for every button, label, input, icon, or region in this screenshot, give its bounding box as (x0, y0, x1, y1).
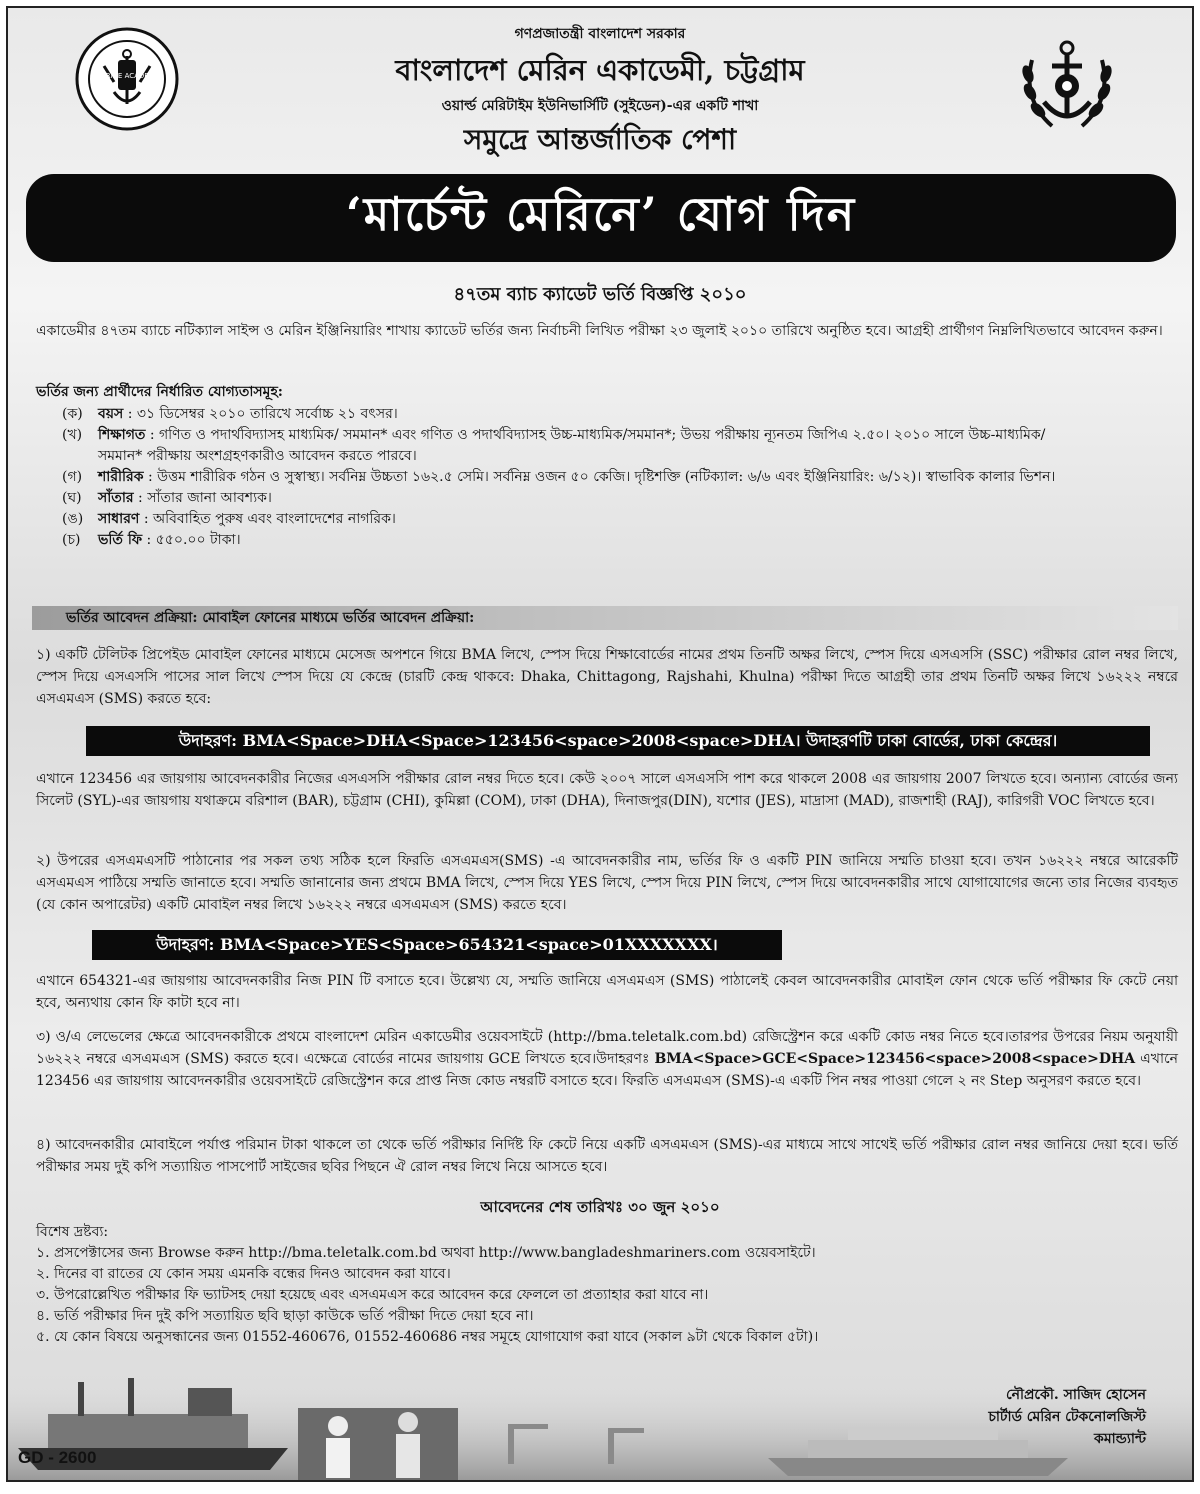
qualification-item-swimming: (ঘ) সাঁতার : সাঁতার জানা আবশ্যক। (62, 490, 272, 506)
procedure-step-1: ১) একটি টেলিটক প্রিপেইড মোবাইল ফোনের মাধ্যমে মেসেজ অপশনে গিয়ে BMA লিখে, স্পেস দিয়ে শিক্ষাবোর্ডের নামের প্রথম তিনটি অক্ষর লিখে, স্পেস দিয়ে এসএসসি (SSC) পরীক্ষার রোল নম্বর লিখে, স্পেস দিয়ে এসএসসি পাসের সাল লিখে স্পেস দিয়ে যে কেন্দ্রে (চারটি কেন্দ্র থাকবে: Dhaka, Chittagong, Rajshahi, Khulna) পরীক্ষা দিতে আগ্রহী তার প্রথম তিনটি অক্ষর লিখে ১৬২২২ নম্বরে এসএমএস (SMS) করতে হবে: (36, 647, 1178, 707)
note-item: ২. দিনের বা রাতের যে কোন সময় এমনকি বন্ধের দিনও আবেদন করা যাবে। (36, 1266, 451, 1282)
government-title: গণপ্রজাতন্ত্রী বাংলাদেশ সরকার (514, 26, 686, 42)
signature-block (988, 1384, 1146, 1450)
note-item: ৪. ভর্তি পরীক্ষার দিন দুই কপি সত্যায়িত ছবি ছাড়া কাউকে ভর্তি পরীক্ষা দিতে দেয়া হবে না। (36, 1308, 534, 1324)
procedure-note-2: এখানে 654321-এর জায়গায় আবেদনকারীর নিজ PIN টি বসাতে হবে। উল্লেখ্য যে, সম্মতি জানিয়ে এসএমএস (SMS) পাঠালেই কেবল আবেদনকারীর মোবাইল ফোন থেকে ভর্তি পরীক্ষার ফি কেটে নেয়া হবে, অন্যথায় কোন ফি কাটা হবে না। (36, 973, 1178, 1011)
note-item: ১. প্রসপেক্টাসের জন্য Browse করুন http://bma.teletalk.com.bd অথবা http://www.bangladeshmariners.com ওয়েবসাইটে। (36, 1245, 816, 1261)
qualifications-heading: ভর্তির জন্য প্রার্থীদের নির্ধারিত যোগ্যতাসমূহ: (36, 384, 283, 400)
qualifications-list (62, 404, 1062, 551)
qualification-item-education: (খ) শিক্ষাগত : গণিত ও পদার্থবিদ্যাসহ মাধ্যমিক/ সমমান* এবং গণিত ও পদার্থবিদ্যাসহ উচ্চ-মাধ্যমিক/সমমান*; উভয় পরীক্ষায় ন্যূনতম জিপিএ ২.৫০। ২০১০ সালে উচ্চ-মাধ্যমিক/সমমান* পরীক্ষায় অংশগ্রহণকারীও আবেদন করতে পারবে। (62, 427, 1046, 464)
gd-number: GD - 2600 (18, 1448, 97, 1467)
advertisement-page (6, 6, 1194, 1482)
note-item: ৩. উপরোল্লেখিত পরীক্ষার ফি ভ্যাটসহ দেয়া হয়েছে এবং এসএমএস করে আবেদন করে ফেললে তা প্রত্যাহার করা যাবে না। (36, 1287, 709, 1303)
special-notes-heading: বিশেষ দ্রষ্টব্য: (36, 1224, 109, 1240)
header (8, 8, 1192, 168)
join-merchant-marine-banner: ‘মার্চেন্ট মেরিনে’ যোগ দিন (26, 174, 1176, 262)
example-box-2: উদাহরণ: BMA<Space>YES<Space>654321<space>01XXXXXXX। (92, 930, 782, 960)
wmu-branch-line: ওয়ার্ল্ড মেরিটাইম ইউনিভার্সিটি (সুইডেন)-এর একটি শাখা (441, 98, 759, 114)
special-notes (36, 1222, 1156, 1348)
signatory-role: কমান্ড্যান্ট (1094, 1431, 1146, 1447)
batch-admission-subtitle: ৪৭তম ব্যাচ ক্যাডেট ভর্তি বিজ্ঞপ্তি ২০১০ (453, 284, 747, 305)
qualification-item-fee: (চ) ভর্তি ফি : ৫৫০.০০ টাকা। (62, 532, 241, 548)
cadets-on-bridge-icon (298, 1408, 458, 1480)
intro-paragraph: একাডেমীর ৪৭তম ব্যাচে নটিক্যাল সাইন্স ও মেরিন ইঞ্জিনিয়ারিং শাখায় ক্যাডেট ভর্তির জন্য নির্বাচনী লিখিত পরীক্ষা ২৩ জুলাই ২০১০ তারিখে অনুষ্ঠিত হবে। আগ্রহী প্রার্থীগণ নিম্নলিখিতভাবে আবেদন করুন। (36, 323, 1163, 339)
signatory-name: নৌপ্রকৌ. সাজিদ হোসেন (1005, 1387, 1146, 1403)
logo-left-text: MARINE ACADEMY (94, 72, 160, 80)
qualification-item-general: (ঙ) সাধারণ : অবিবাহিত পুরুষ এবং বাংলাদেশের নাগরিক। (62, 511, 396, 527)
procedure-heading-bar: ভর্তির আবেদন প্রক্রিয়া: মোবাইল ফোনের মাধ্যমে ভর্তির আবেদন প্রক্রিয়া: (32, 606, 1178, 630)
procedure-step-4: ৪) আবেদনকারীর মোবাইলে পর্যাপ্ত পরিমান টাকা থাকলে তা থেকে ভর্তি পরীক্ষার নির্দিষ্ট ফি কেটে নিয়ে একটি এসএমএস (SMS)-এর মাধ্যমে সাথে সাথেই ভর্তি পরীক্ষার রোল নম্বর জানিয়ে দেয়া হবে। ভর্তি পরীক্ষার সময় দুই কপি সত্যায়িত পাসপোর্ট সাইজের ছবির পিছনে ঐ রোল নম্বর লিখে নিয়ে আসতে হবে। (36, 1137, 1178, 1175)
gce-sms-example: BMA<Space>GCE<Space>123456<space>2008<space>DHA (654, 1051, 1136, 1067)
anchor-wreath-emblem-icon (1012, 30, 1122, 140)
procedure-step-3: ৩) ও/এ লেভেলের ক্ষেত্রে আবেদনকারীকে প্রথমে বাংলাদেশ মেরিন একাডেমীর ওয়েবসাইটে (http://bma.teletalk.com.bd) রেজিস্ট্রেশন করে একটি কোড নম্বর নিতে হবে।তারপর উপরের নিয়ম অনুযায়ী ১৬২২২ নম্বরে এসএমএস (SMS) করতে হবে। এক্ষেত্রে বোর্ডের নামের জায়গায় GCE লিখতে হবে।উদাহরণঃ BMA<Space>GCE<Space>123456<space>2008<space>DHA এখানে 123456 এর জায়গায় আবেদনকারীর ওয়েবসাইটে রেজিস্ট্রেশন করে প্রাপ্ত নিজ কোড নম্বরটি বসাতে হবে। ফিরতি এসএমএস (SMS)-এ একটি পিন নম্বর পাওয়া গেলে ২ নং Step অনুসরণ করতে হবে। (36, 1029, 1178, 1089)
academy-title: বাংলাদেশ মেরিন একাডেমী, চট্টগ্রাম (395, 53, 805, 87)
note-item: ৫. যে কোন বিষয়ে অনুসন্ধানের জন্য 01552-460676, 01552-460686 নম্বর সমূহে যোগাযোগ করা যাবে (সকাল ৯টা থেকে বিকাল ৫টা)। (36, 1329, 819, 1345)
application-deadline: আবেদনের শেষ তারিখঃ ৩০ জুন ২০১০ (480, 1198, 720, 1216)
procedure-step-2: ২) উপরের এসএমএসটি পাঠানোর পর সকল তথ্য সঠিক হলে ফিরতি এসএমএস(SMS) -এ আবেদনকারীর নাম, ভর্তির ফি ও একটি PIN জানিয়ে সম্মতি চাওয়া হবে। তখন ১৬২২২ নম্বরে আরেকটি এসএমএস পাঠিয়ে সম্মতি জানাতে হবে। সম্মতি জানানোর জন্য প্রথমে BMA লিখে, স্পেস দিয়ে YES লিখে, স্পেস দিয়ে PIN লিখে, স্পেস দিয়ে আবেদনকারীর সাথে যোগাযোগের জন্যে তার নিজের ব্যবহৃত (যে কোন অপারেটর) একটি মোবাইল নম্বর লিখে ১৬২২২ নম্বরে এসএমএস (SMS) করতে হবে। (36, 853, 1178, 913)
procedure-note-1: এখানে 123456 এর জায়গায় আবেদনকারীর নিজের এসএসসি পরীক্ষার রোল নম্বর দিতে হবে। কেউ ২০০৭ সালে এসএসসি পাশ করে থাকলে 2008 এর জায়গায় 2007 লিখতে হবে। অন্যান্য বোর্ডের জন্য সিলেট (SYL)-এর জায়গায় যথাক্রমে বরিশাল (BAR), চট্টগ্রাম (CHI), কুমিল্লা (COM), ঢাকা (DHA), দিনাজপুর(DIN), যশোর (JES), মাদ্রাসা (MAD), রাজশাহী (RAJ), কারিগরী VOC লিখতে হবে। (36, 771, 1178, 809)
signatory-title: চার্টার্ড মেরিন টেকনোলজিস্ট (988, 1409, 1146, 1425)
qualification-item-physical: (গ) শারীরিক : উত্তম শারীরিক গঠন ও সুস্বাস্থ্য। সর্বনিম্ন উচ্চতা ১৬২.৫ সেমি। সর্বনিম্ন ওজন ৫০ কেজি। দৃষ্টিশক্তি (নটিক্যাল: ৬/৬ এবং ইঞ্জিনিয়ারিং: ৬/১২)। স্বাভাবিক কালার ভিশন। (62, 469, 1056, 485)
career-tagline: সমুদ্রে আন্তর্জাতিক পেশা (463, 123, 737, 156)
qualification-item-age: (ক) বয়স : ৩১ ডিসেম্বর ২০১০ তারিখে সর্বোচ্চ ২১ বৎসর। (62, 406, 398, 422)
example-box-1: উদাহরণ: BMA<Space>DHA<Space>123456<space>2008<space>DHA। উদাহরণটি ঢাকা বোর্ডের, ঢাকা কেন্দ্রের। (86, 726, 1150, 756)
